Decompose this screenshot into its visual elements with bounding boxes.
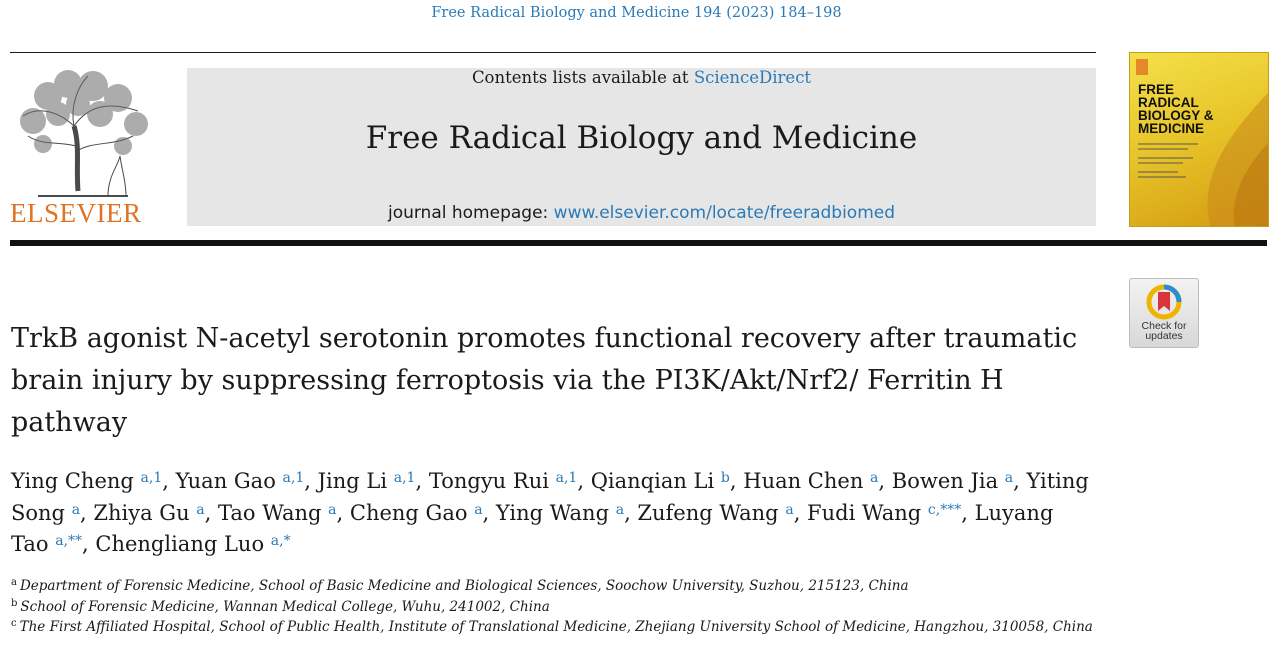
affiliation-text: The First Affiliated Hospital, School of Public Health, Institute of Translational Medicine, Zhejiang University School of Medicine, Hangzhou, 310058, China [19,619,1093,635]
author-name: Qianqian Li [590,469,715,493]
author[interactable] [318,469,416,493]
cover-artwork-image [1130,53,1268,226]
journal-citation[interactable]: Free Radical Biology and Medicine 194 (2023) 184–198 [431,5,842,21]
author-name: Zufeng Wang [637,500,779,525]
author-name: Bowen Jia [891,469,999,493]
author-name: Tao Wang [218,500,322,525]
author[interactable] [637,501,793,525]
elsevier-wordmark: ELSEVIER [10,198,142,228]
check-for-updates-label: Check for updates [1141,320,1187,342]
author[interactable] [176,469,305,493]
author-affiliation-marker[interactable]: a,1 [282,470,305,486]
author[interactable] [591,469,730,493]
author-name: Zhiya Gu [93,500,190,525]
author[interactable] [429,469,578,493]
author-name: Tongyu Rui [428,469,549,493]
author[interactable] [93,501,204,525]
affiliation-item [11,617,1211,638]
cover-title: FREE RADICAL BIOLOGY & MEDICINE [1138,82,1214,136]
author-name: Yiting Song [11,469,1089,525]
affiliation-text: School of Forensic Medicine, Wannan Medical College, Wuhu, 241002, China [20,598,550,615]
author-affiliation-marker[interactable]: a [196,501,205,518]
sciencedirect-link[interactable]: ScienceDirect [693,68,812,87]
affiliation-text: Department of Forensic Medicine, School of Basic Medicine and Biological Sciences, Soochow University, Suzhou, 215123, China [19,578,909,594]
author[interactable] [807,501,961,525]
journal-cover-thumbnail[interactable] [1129,52,1269,227]
contents-line [187,68,1096,87]
homepage-prefix: journal homepage: [387,203,554,223]
author-name: Cheng Gao [349,500,468,525]
author-name: Ying Wang [495,500,610,525]
author-name: Fudi Wang [807,500,922,525]
author-name: Chengliang Luo [95,532,265,556]
affiliation-item [11,597,1211,618]
author-affiliation-marker[interactable]: a,1 [140,470,163,486]
contents-prefix: Contents lists available at [471,68,694,87]
author-name: Ying Cheng [11,469,134,493]
author-list: Ying Cheng $^{a,1}$, Yuan Gao $^{a,1}$, Jing Li $^{a,1}$, Tongyu Rui $^{a,1}$, Qianqian Li $^b$, Huan Chen $^a$, Bowen Jia $^a$, Yiting Song $^a$, Zhiya Gu $^a$, Tao Wang $^a$, Cheng Gao $^a$, Ying Wang $^a$, Zufeng Wang $^a$, Fudi Wang $^{c,***}$, Luyang Tao $^{a,**}$, Chengliang Luo $^{a,*}$ [11,469,1089,556]
affiliation-key: b [11,597,18,609]
author-affiliation-marker[interactable]: a [328,501,337,518]
homepage-line [187,203,1096,223]
author-affiliation-marker[interactable]: a [870,470,879,486]
journal-header-box [187,68,1096,226]
author[interactable] [496,501,624,525]
affiliation-key: a [11,577,17,588]
author-name: Huan Chen [743,469,864,493]
author-affiliation-marker[interactable]: a [474,501,483,518]
author[interactable] [743,469,878,493]
author[interactable] [218,501,337,525]
author[interactable] [892,469,1013,493]
affiliation-item [11,576,1211,597]
author-affiliation-marker[interactable]: c,*** [927,501,962,518]
article-title: TrkB agonist N-acetyl serotonin promotes functional recovery after traumatic brain injury by suppressing ferroptosis via the PI3K/Akt/Nrf2/ Ferritin H pathway [11,323,1078,438]
author-affiliation-marker[interactable]: b [720,470,730,486]
journal-title: Free Radical Biology and Medicine [365,120,918,156]
author[interactable] [11,469,162,493]
author-affiliation-marker[interactable]: a [615,501,625,518]
affiliation-list [11,576,1211,638]
author-name: Yuan Gao [175,469,276,493]
header-divider [10,52,1096,53]
author[interactable] [350,501,483,525]
author-affiliation-marker[interactable]: a,1 [555,470,578,486]
author-affiliation-marker[interactable]: a [785,501,794,518]
author-affiliation-marker[interactable]: a,1 [393,470,416,486]
author-affiliation-marker[interactable]: a [71,501,81,518]
author-name: Jing Li [317,469,388,493]
author-name: Luyang Tao [11,500,1054,556]
check-for-updates-button[interactable] [1129,278,1199,348]
author[interactable] [95,532,290,556]
header-thick-divider [10,240,1267,246]
crossmark-icon [1145,283,1183,321]
affiliation-key: c [11,618,17,629]
journal-homepage-link[interactable]: www.elsevier.com/locate/freeradbiomed [553,203,896,223]
author-affiliation-marker[interactable]: a [1004,470,1014,486]
author-affiliation-marker[interactable]: a,** [55,533,83,549]
author-affiliation-marker[interactable]: a,* [270,533,291,549]
